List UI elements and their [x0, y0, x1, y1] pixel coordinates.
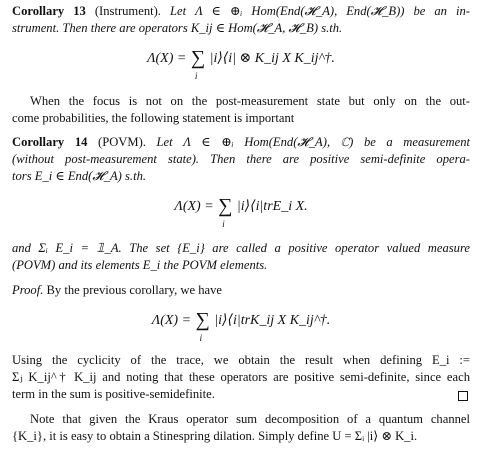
corollary-14-head: Corollary 14 — [12, 135, 88, 149]
closing-line2: {K_i}, it is easy to obtain a Stinespring dilation. Simply define U = Σᵢ |i⟩ ⊗ K_i. — [12, 429, 418, 443]
povm-definition-line1: and Σᵢ E_i = 𝟙_A. The set {E_i} are called a positive operator valued measure — [12, 241, 470, 255]
proof — [12, 282, 470, 299]
proof-label: Proof. — [12, 283, 44, 297]
sum-symbol: ∑ i — [196, 312, 210, 329]
corollary-13-name: (Instrument). — [94, 4, 161, 18]
proof-conclusion — [12, 352, 470, 403]
povm-definition-line2: (POVM) and its elements E_i the POVM elements. — [12, 258, 268, 272]
bridge-paragraph — [12, 93, 470, 127]
equation-proof-lhs: Λ(X) = — [151, 313, 192, 328]
corollary-14-name: (POVM). — [98, 135, 146, 149]
equation-proof — [12, 309, 470, 344]
closing-paragraph — [12, 411, 470, 445]
proof-conclusion-line2: Σⱼ K_ij^† K_ij and noting that these operators are positive semi-definite, since each — [12, 370, 470, 384]
equation-povm — [12, 195, 470, 230]
equation-povm-lhs: Λ(X) = — [174, 199, 214, 214]
corollary-14-line2: (without post-measurement state). Then there are positive semi-definite opera- — [12, 152, 470, 166]
closing-line1: Note that given the Kraus operator sum decomposition of a quantum channel — [30, 412, 470, 426]
corollary-13-head: Corollary 13 — [12, 4, 86, 18]
equation-instrument-rhs: |i⟩⟨i| ⊗ K_ij X K_ij^†. — [209, 51, 335, 66]
corollary-13-line1: Let Λ ∈ ⊕ᵢ Hom(End(𝓗_A), End(𝓗_B)) be an in- — [169, 4, 470, 18]
povm-definition — [12, 240, 470, 274]
equation-proof-rhs: |i⟩⟨i|trK_ij X K_ij^†. — [214, 313, 331, 328]
qed-symbol — [458, 391, 468, 401]
equation-povm-rhs: |i⟩⟨i|trE_i X. — [236, 199, 308, 214]
corollary-13 — [12, 3, 470, 37]
proof-conclusion-line1: Using the cyclicity of the trace, we obtain the result when defining E_i := — [12, 353, 470, 367]
equation-instrument — [12, 47, 470, 82]
bridge-line1: When the focus is not on the post-measurement state but only on the out- — [30, 94, 470, 108]
corollary-14-line1: Let Λ ∈ ⊕ᵢ Hom(End(𝓗_A), ℂ) be a measurement — [156, 135, 470, 149]
proof-conclusion-line3: term in the sum is positive-semidefinite. — [12, 387, 215, 401]
corollary-14-line3: tors E_i ∈ End(𝓗_A) s.th. — [12, 169, 147, 183]
equation-instrument-lhs: Λ(X) = — [147, 51, 187, 66]
corollary-13-line2: strument. Then there are operators K_ij ∈ Hom(𝓗_A, 𝓗_B) s.th. — [12, 21, 343, 35]
bridge-line2: come probabilities, the following statement is important — [12, 111, 295, 125]
sum-symbol: ∑ i — [218, 198, 232, 215]
sum-symbol: ∑ i — [191, 50, 205, 67]
sum-index: i — [222, 220, 225, 230]
proof-line1: By the previous corollary, we have — [46, 283, 222, 297]
corollary-14 — [12, 134, 470, 185]
sum-index: i — [199, 334, 203, 344]
sum-index: i — [194, 72, 198, 82]
